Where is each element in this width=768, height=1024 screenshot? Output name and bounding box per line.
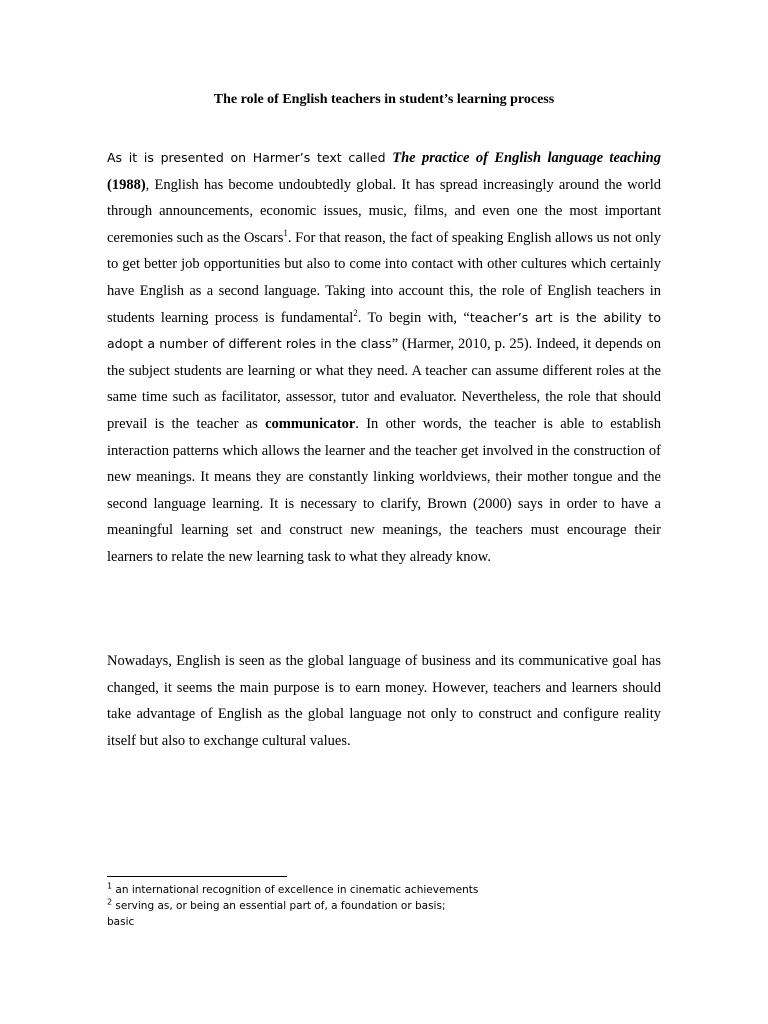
paragraph-1-text-e: . In other words, the teacher is able to establish interaction patterns which allows the learner and the teacher get involved in the construction of new meanings. It means they are constantly linking worldviews, their mother tongue and the second language learning. It is necessary to clarify, Brown (2000) says in order to have a meaningful learning set and construct new meanings, the teachers must encourage their learners to relate the new learning task to what they already know. <box>107 415 661 565</box>
footnote-ref-2[interactable]: 2 <box>353 307 358 318</box>
footnotes <box>107 882 557 930</box>
footnote-2-continued <box>107 914 557 930</box>
paragraph-1-text-d: ” (Harmer, 2010, p. 25). Indeed, it depends on the subject students are learning or what they need. A teacher can assume different roles at the same time such as facilitator, assessor, tutor and evaluator. Nevertheless, the role that should prevail is the teacher as <box>107 336 661 432</box>
paragraph-1 <box>107 145 661 571</box>
paragraph-1-text-b: . For that reason, the fact of speaking English allows us not only to get better job opportunities but also to come into contact with other cultures which certainly have English as a second language. Taking into account this, the role of English teachers in students learning process is fundamental <box>107 229 661 326</box>
footnote-text: an international recognition of excellence in cinematic achievements <box>112 884 479 896</box>
publication-year: (1988) <box>107 176 146 193</box>
footnote-number: 2 <box>107 897 113 907</box>
book-title: The practice of English language teaching <box>392 150 661 166</box>
footnote-2 <box>107 898 557 914</box>
keyword-communicator: communicator <box>265 415 356 432</box>
intro-text: As it is presented on Harmer’s text called <box>107 150 393 165</box>
paragraph-1-text-a: , English has become undoubtedly global. It has spread increasingly around the world through announcements, economic issues, music, films, and even one the most important ceremonies such as the Oscars <box>107 176 661 246</box>
footnote-ref-1[interactable]: 1 <box>283 227 288 238</box>
page-title: The role of English teachers in student’s learning process <box>213 92 555 107</box>
footnote-text: serving as, or being an essential part of, a foundation or basis; <box>112 900 446 912</box>
footnote-number: 1 <box>107 881 113 891</box>
paragraph-1-text-c: . To begin with, “ <box>357 309 470 326</box>
paragraph-2: Nowadays, English is seen as the global language of business and its communicative goal has changed, it seems the main purpose is to earn money. However, teachers and learners should take advantage of English as the global language not only to construct and configure reality itself but also to exchange cultural values. <box>107 653 661 749</box>
footnote-text: basic <box>107 916 135 928</box>
footnote-1 <box>107 882 557 898</box>
footnote-divider <box>107 876 287 877</box>
quotation: teacher’s art is the ability to adopt a number of different roles in the class <box>107 309 661 352</box>
